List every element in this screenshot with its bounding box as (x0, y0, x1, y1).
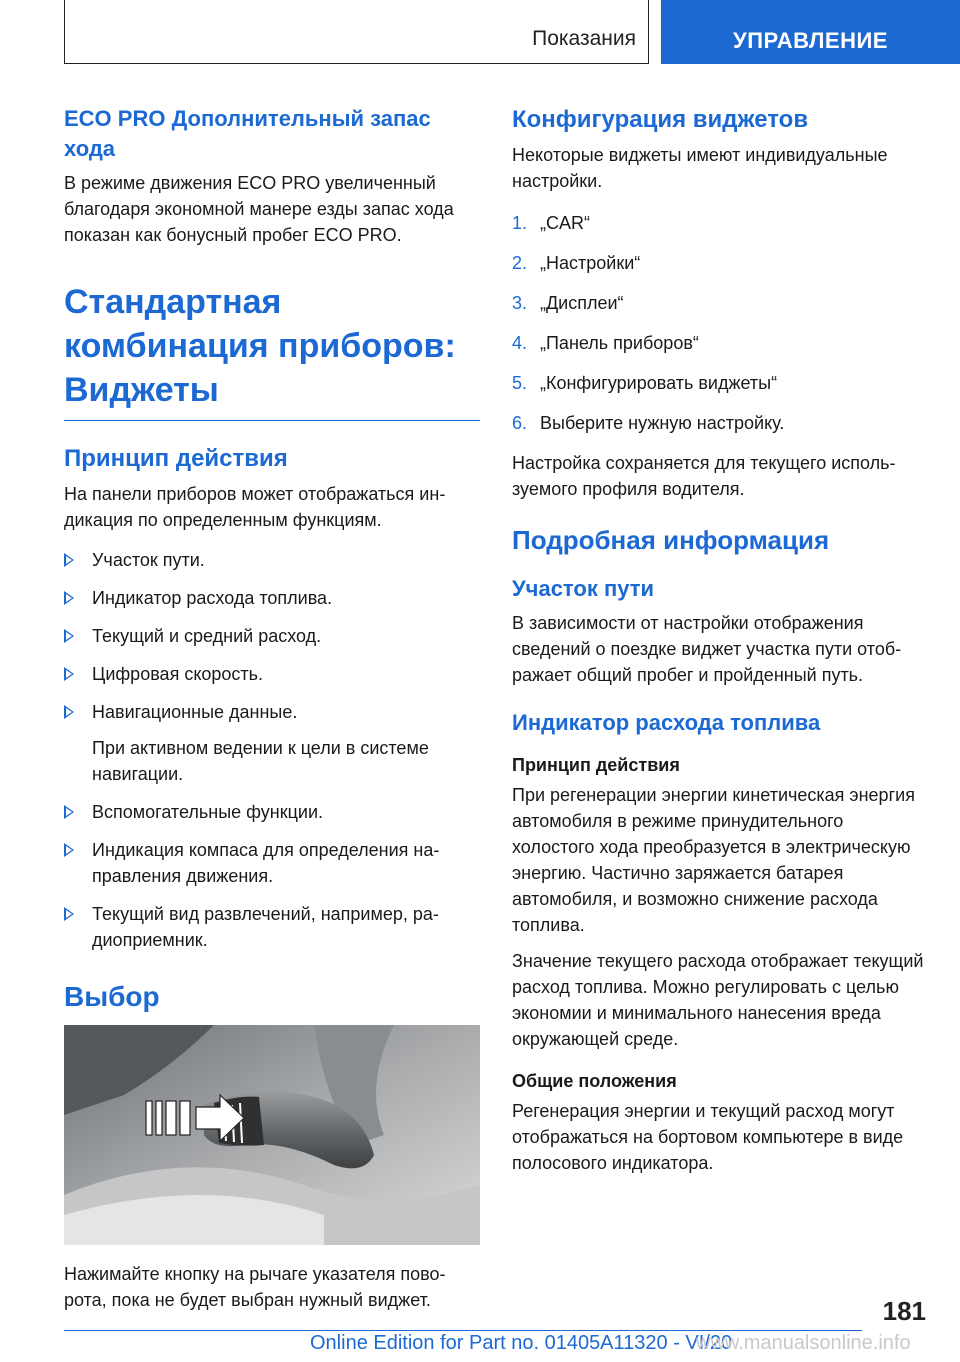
bullet-triangle-icon (64, 705, 74, 719)
list-item: 2. „Настройки“ (512, 253, 641, 273)
general-heading: Общие положения (512, 1071, 677, 1091)
eco-pro-heading: ECO PRO Дополнительный запас хода (64, 106, 431, 161)
list-item: Навигационные данные. При активном ведении к цели в системе навигации. (64, 699, 480, 787)
list-item: Вспомогательные функции. (64, 799, 480, 825)
header-section-box (64, 0, 649, 64)
list-item: 6. Выберите нужную настройку. (512, 413, 785, 433)
list-item: Цифровая скорость. (64, 661, 480, 687)
bullet-triangle-icon (64, 667, 74, 681)
fuel-principle-heading: Принцип действия (512, 755, 680, 775)
bullet-triangle-icon (64, 843, 74, 857)
config-steps-list (512, 210, 928, 436)
config-after-text: Настройка сохраняется для текущего используемого профиля водителя. (512, 453, 896, 499)
fuel-heading: Индикатор расхода топлива (512, 710, 821, 735)
main-title-block (64, 280, 480, 421)
select-caption: Нажимайте кнопку на рычаге указателя поворота, пока не будет выбран нужный виджет. (64, 1264, 446, 1310)
watermark-text: www.manualsonline.info (696, 1332, 911, 1354)
list-item: Индикатор расхода топлива. (64, 585, 480, 611)
list-item: Индикация компаса для определения направления движения. (64, 837, 480, 889)
list-item-note: При активном ведении к цели в системе навигации. (92, 738, 429, 784)
general-text: Регенерация энергии и текущий расход могут отображаться на бортовом компьютере в виде полосового индикатора. (512, 1101, 904, 1173)
header-tab-control[interactable]: УПРАВЛЕНИЕ (661, 0, 960, 64)
config-text: Некоторые виджеты имеют индивидуальные настройки. (512, 145, 888, 191)
list-item: 1. „CAR“ (512, 213, 590, 233)
list-item: Участок пути. (64, 547, 480, 573)
list-item: 4. „Панель приборов“ (512, 333, 699, 353)
turn-signal-lever-image (64, 1025, 480, 1245)
fuel-principle-text: При регенерации энергии кинетическая энергия автомобиля в режиме принудительного холостого хода преобразуется в электрическую энергию. Частично заряжается батарея автомобиля, и возможно снижение расхода топлива. (512, 785, 915, 935)
page-title: Стандартная комбинация приборов: Виджеты (64, 283, 456, 409)
left-column (64, 104, 480, 1323)
route-heading: Участок пути (512, 576, 655, 601)
list-item: Текущий и средний расход. (64, 623, 480, 649)
footer-divider (64, 1330, 862, 1331)
list-item: 3. „Дисплеи“ (512, 293, 624, 313)
bullet-triangle-icon (64, 591, 74, 605)
header-section-label: Показания (532, 27, 636, 50)
bullet-triangle-icon (64, 907, 74, 921)
eco-pro-text: В режиме движения ECO PRO увеличенный благодаря экономной манере езды запас хода показан как бонусный пробег ECO PRO. (64, 173, 454, 245)
bullet-triangle-icon (64, 629, 74, 643)
select-heading: Выбор (64, 981, 160, 1012)
principle-text: На панели приборов может отображаться индикация по определенным функциям. (64, 484, 446, 530)
list-item: 5. „Конфигурировать виджеты“ (512, 373, 778, 393)
detail-heading: Подробная информация (512, 525, 830, 555)
bullet-triangle-icon (64, 805, 74, 819)
bullet-triangle-icon (64, 553, 74, 567)
route-text: В зависимости от настройки отображения сведений о поездке виджет участка пути отображает общий пробег и пройденный путь. (512, 613, 902, 685)
principle-heading: Принцип действия (64, 445, 288, 472)
fuel-value-text: Значение текущего расхода отображает текущий расход топлива. Можно регулировать с целью экономии и минимального нанесения вреда окружающей среде. (512, 951, 924, 1049)
list-item: Текущий вид развлечений, например, радиоприемник. (64, 901, 480, 953)
config-heading: Конфигурация виджетов (512, 106, 809, 133)
page-number: 181 (882, 1296, 926, 1326)
edition-label: Online Edition for Part no. 01405A11320 - VI/20 (310, 1332, 733, 1354)
right-column (512, 104, 928, 1186)
widget-function-list (64, 547, 480, 953)
